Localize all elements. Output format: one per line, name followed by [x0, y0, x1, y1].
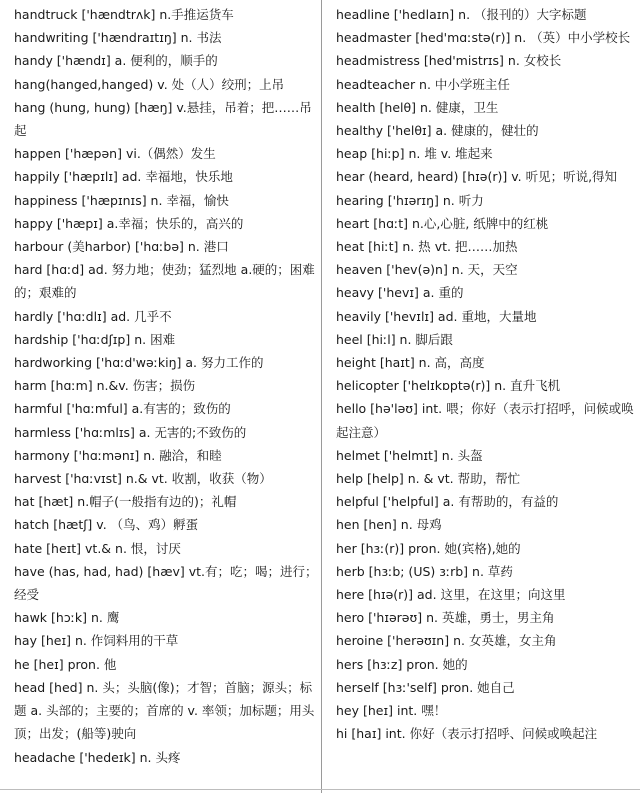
vocab-entry: hardship ['hɑːdʃɪp] n. 困难 — [14, 331, 176, 347]
vocab-entry: happily ['hæpɪlɪ] ad. 幸福地，快乐地 — [14, 169, 233, 185]
vocab-entry: heart [hɑːt] n.心,心脏, 纸牌中的红桃 — [336, 215, 549, 231]
vocab-entry: have (has, had, had) [hæv] vt.有；吃；喝；进行；经受 — [14, 563, 318, 603]
vocab-entry: heroine ['herəʊɪn] n. 女英雄，女主角 — [336, 633, 557, 649]
vocab-entry: hello [hə'ləʊ] int. 喂；你好（表示打招呼，问候或唤起注意） — [336, 401, 634, 440]
vocab-entry: happen ['hæpən] vi.（偶然）发生 — [14, 146, 216, 162]
vocab-entry: herself [hɜː'self] pron. 她自己 — [336, 679, 515, 695]
vocab-entry: hi [haɪ] int. 你好（表示打招呼、问候或唤起注 — [336, 726, 598, 742]
vocab-entry: heavily ['hevɪlɪ] ad. 重地，大量地 — [336, 308, 537, 324]
vocab-entry: here [hɪə(r)] ad. 这里，在这里；向这里 — [336, 587, 566, 603]
vocab-entry: hawk [hɔːk] n. 鹰 — [14, 610, 120, 626]
vocab-entry: heap [hiːp] n. 堆 v. 堆起来 — [336, 146, 493, 162]
vocab-entry: harbour (美harbor) ['hɑːbə] n. 港口 — [14, 239, 229, 255]
vocab-entry: help [help] n. & vt. 帮助，帮忙 — [336, 471, 521, 487]
vocab-entry: happiness ['hæpɪnɪs] n. 幸福，愉快 — [14, 192, 229, 208]
vocab-entry: headline ['hedlaɪn] n. （报刊的）大字标题 — [336, 7, 587, 22]
vocab-entry: healthy ['helθɪ] a. 健康的，健壮的 — [336, 123, 539, 139]
vocab-entry: harmless ['hɑːmlɪs] a. 无害的;不致伤的 — [14, 424, 247, 440]
vocab-entry: headmistress [hed'mistrɪs] n. 女校长 — [336, 53, 562, 69]
vocab-entry: harmful ['hɑːmful] a.有害的；致伤的 — [14, 401, 231, 417]
vocab-entry: hardworking ['hɑːd'wəːkiŋ] a. 努力工作的 — [14, 355, 264, 371]
vocab-entry: hardly ['hɑːdlɪ] ad. 几乎不 — [14, 308, 172, 324]
vocab-entry: harvest ['hɑːvɪst] n.& vt. 收割，收获（物） — [14, 471, 272, 487]
vocab-entry: hey [heɪ] int. 嘿！ — [336, 703, 447, 719]
vocab-entry: helmet ['helmɪt] n. 头盔 — [336, 447, 483, 463]
vocab-entry: harm [hɑːm] n.&v. 伤害；损伤 — [14, 378, 196, 394]
bottom-rule — [0, 789, 640, 790]
vocab-entry: her [hɜː(r)] pron. 她(宾格),她的 — [336, 540, 521, 556]
vocab-entry: headmaster [hed'mɑːstə(r)] n. （英）中小学校长 — [336, 30, 631, 46]
vocab-entry: hang (hung, hung) [hæŋ] v.悬挂，吊着；把……吊起 — [14, 99, 312, 139]
vocab-entry: helicopter ['helɪkɒptə(r)] n. 直升飞机 — [336, 378, 561, 394]
vocab-entry: hate [heɪt] vt.& n. 恨，讨厌 — [14, 540, 181, 556]
vocab-entry: hang(hanged,hanged) v. 处（人）绞刑；上吊 — [14, 76, 285, 92]
vocab-entry: handtruck ['hændtrʌk] n.手推运货车 — [14, 7, 234, 22]
vocab-entry: heat [hiːt] n. 热 vt. 把……加热 — [336, 239, 518, 255]
vocab-entry: heavy ['hevɪ] a. 重的 — [336, 285, 464, 301]
vocab-entry: handy ['hændɪ] a. 便利的，顺手的 — [14, 53, 218, 69]
vocab-entry: handwriting ['hændraɪtɪŋ] n. 书法 — [14, 30, 222, 46]
vocab-entry: heel [hiːl] n. 脚后跟 — [336, 331, 453, 347]
vocab-entry: heaven ['hev(ə)n] n. 天，天空 — [336, 262, 518, 278]
vocab-entry: hatch [hætʃ] v. （鸟、鸡）孵蛋 — [14, 517, 199, 533]
vocab-entry: hat [hæt] n.帽子(一般指有边的)；礼帽 — [14, 494, 237, 510]
vocab-entry: hearing ['hɪərɪŋ] n. 听力 — [336, 192, 484, 208]
left-column — [0, 3, 322, 793]
vocab-entry: herb [hɜːb; (US) ɜːrb] n. 草药 — [336, 563, 513, 579]
vocab-entry: headache ['hedeɪk] n. 头疼 — [14, 749, 181, 765]
vocab-entry: head [hed] n. 头；头脑(像)；才智；首脑；源头；标题 a. 头部的；主要的；首席的 v. 率领；加标题；用头顶；出发；(船等)驶向 — [14, 679, 315, 742]
vocab-entry: hen [hen] n. 母鸡 — [336, 517, 442, 533]
vocab-entry: hear (heard, heard) [hɪə(r)] v. 听见；听说,得知 — [336, 169, 618, 185]
vocab-entry: he [heɪ] pron. 他 — [14, 656, 117, 672]
vocab-entry: headteacher n. 中小学班主任 — [336, 76, 510, 92]
vocab-entry: health [helθ] n. 健康，卫生 — [336, 99, 499, 115]
vocab-entry: helpful ['helpful] a. 有帮助的，有益的 — [336, 494, 559, 510]
right-column — [322, 3, 640, 793]
vocab-entry: harmony ['hɑːmənɪ] n. 融洽，和睦 — [14, 447, 222, 463]
vocab-entry: hers [hɜːz] pron. 她的 — [336, 656, 468, 672]
vocab-entry: happy ['hæpɪ] a.幸福；快乐的，高兴的 — [14, 215, 244, 231]
vocab-entry: hero ['hɪərəʊ] n. 英雄，勇士，男主角 — [336, 610, 555, 626]
vocab-entry: height [haɪt] n. 高，高度 — [336, 355, 485, 371]
vocab-entry: hard [hɑːd] ad. 努力地；使劲；猛烈地 a.硬的；困难的；艰难的 — [14, 262, 315, 301]
vocab-entry: hay [heɪ] n. 作饲料用的干草 — [14, 633, 179, 649]
